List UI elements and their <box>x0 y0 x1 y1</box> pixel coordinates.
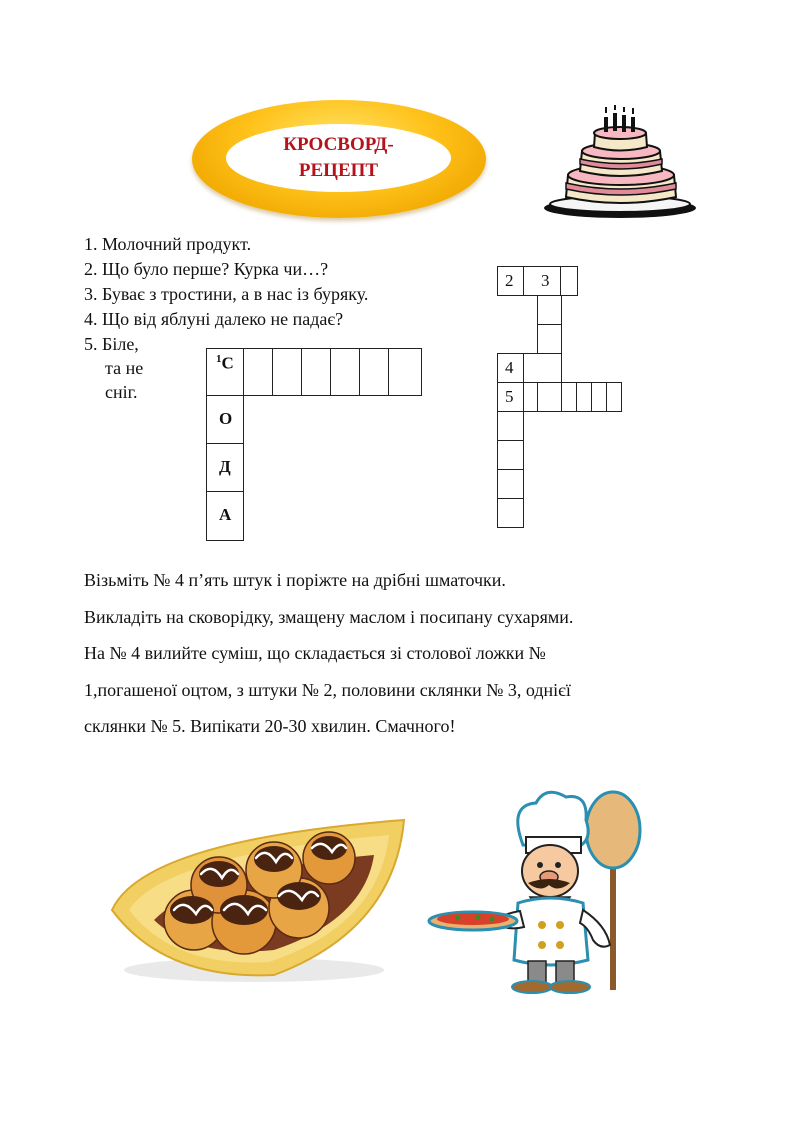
clue-3: 3. Буває з тростини, а в нас із буряку. <box>84 284 369 304</box>
cw1-col-cell[interactable] <box>206 395 244 444</box>
clue-1: 1. Молочний продукт. <box>84 234 252 254</box>
cw2-cell-2[interactable] <box>497 266 524 296</box>
recipe-text <box>84 562 704 745</box>
cw2-col2-cell[interactable] <box>497 411 524 441</box>
cw2-col2-cell[interactable] <box>497 440 524 470</box>
cw1-letter-1: С <box>221 353 234 373</box>
cw2-row5-cell[interactable] <box>591 382 607 412</box>
page-title <box>226 124 451 192</box>
cw2-col3-cell[interactable] <box>537 295 562 325</box>
cw1-row-cell[interactable] <box>243 348 273 396</box>
clue-5-line-1: 5. Біле, <box>84 334 139 354</box>
cw2-row5-cell[interactable] <box>561 382 577 412</box>
recipe-line-5: склянки № 5. Випікати 20-30 хвилин. Смачного! <box>84 716 456 736</box>
cw1-number-1: 1 <box>216 353 222 365</box>
cw1-cell-1[interactable] <box>206 348 244 396</box>
cw2-row5-cell[interactable] <box>537 382 562 412</box>
title-line-2: РЕЦЕПТ <box>298 160 379 181</box>
cw2-row5-cell[interactable] <box>606 382 622 412</box>
cw1-row-cell[interactable] <box>330 348 360 396</box>
cake-icon <box>540 105 700 225</box>
cw2-col3-cell[interactable] <box>523 353 562 383</box>
pastry-tray-icon <box>104 810 414 990</box>
cw1-row-cell[interactable] <box>301 348 331 396</box>
cw1-row-cell[interactable] <box>272 348 302 396</box>
recipe-line-2: Викладіть на сковорідку, змащену маслом і посипану сухарями. <box>84 606 574 627</box>
recipe-line-3: На № 4 вилийте суміш, що складається зі столової ложки № <box>84 643 546 663</box>
cw2-col2-cell[interactable] <box>497 469 524 499</box>
cw1-row-cell[interactable] <box>388 348 422 396</box>
clue-list <box>84 232 368 332</box>
cw2-number-3: 3 <box>541 271 550 290</box>
cw2-cell[interactable] <box>560 266 578 296</box>
cw2-number-5: 5 <box>505 387 514 406</box>
cw2-row5-cell[interactable] <box>576 382 592 412</box>
cw2-cell-4[interactable] <box>497 353 524 383</box>
cw1-col-cell[interactable] <box>206 491 244 541</box>
cw2-col2-cell[interactable] <box>497 498 524 528</box>
cw2-number-2: 2 <box>505 271 514 290</box>
cw2-cell-5[interactable] <box>497 382 524 412</box>
chef-icon <box>428 785 658 1000</box>
cw2-col3-cell[interactable] <box>537 324 562 354</box>
cw1-letter-4: А <box>219 505 232 524</box>
cw1-letter-3: Д <box>219 457 231 476</box>
title-line-1: КРОСВОРД- <box>283 134 394 155</box>
recipe-line-1: Візьміть № 4 п’ять штук і поріжте на дрібні шматочки. <box>84 570 506 590</box>
cw2-number-4: 4 <box>505 358 514 377</box>
clue-4: 4. Що від яблуні далеко не падає? <box>84 309 344 329</box>
clue-5-line-2: та не <box>105 358 144 378</box>
cw2-cell-3[interactable] <box>523 266 561 296</box>
cw2-row5-cell[interactable] <box>523 382 538 412</box>
cw1-row-cell[interactable] <box>359 348 389 396</box>
recipe-line-4: 1,погашеної оцтом, з штуки № 2, половини склянки № 3, однієї <box>84 679 571 700</box>
clue-5-line-3: сніг. <box>105 382 138 402</box>
cw1-col-cell[interactable] <box>206 443 244 492</box>
clue-2: 2. Що було перше? Курка чи…? <box>84 259 329 279</box>
clue-5 <box>84 332 143 404</box>
cw1-letter-2: О <box>219 409 233 428</box>
